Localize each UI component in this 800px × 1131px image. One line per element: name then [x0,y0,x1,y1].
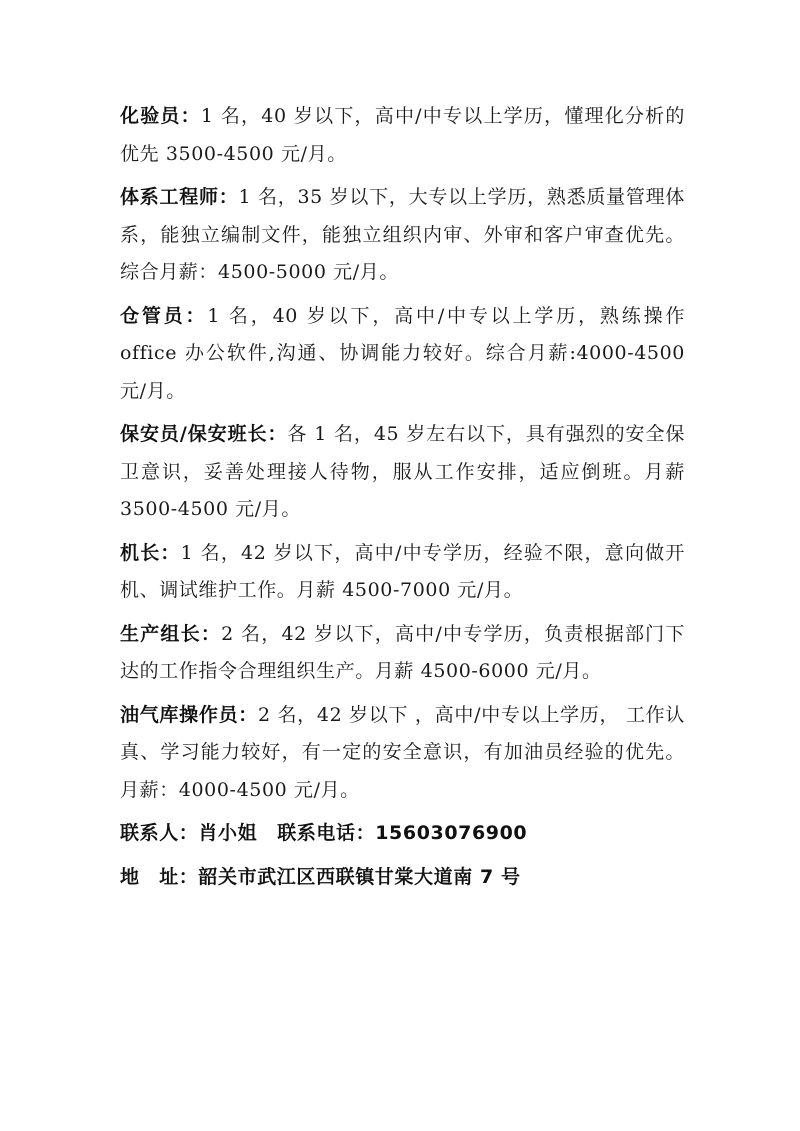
job-title: 保安员/保安班长： [120,423,288,445]
address-value: 韶关市武江区西联镇甘棠大道南 7 号 [198,865,521,888]
job-description: 2 名，42 岁以下，高中/中专学历，负责根据部门下达的工作指令合理组织生产。月薪 4500-6000 元/月。 [120,622,685,682]
job-item-lab-tester [120,98,685,173]
job-item-security-guard [120,416,685,529]
job-description: 1 名，42 岁以下，高中/中专学历，经验不限，意向做开机、调试维护工作。月薪 4500-7000 元/月。 [120,541,685,601]
job-description: 1 名，40 岁以下，高中/中专以上学历，懂理化分析的优先 3500-4500 元/月。 [120,105,685,165]
job-description: 各 1 名，45 岁左右以下，具有强烈的安全保卫意识，妥善处理接人待物，服从工作安排，适应倒班。月薪 3500-4500 元/月。 [120,423,686,520]
job-title: 油气库操作员： [120,703,259,726]
contact-person: 肖小姐 [198,822,258,844]
job-title: 体系工程师： [120,186,239,208]
job-description: 1 名，35 岁以下，大专以上学历，熟悉质量管理体系，能独立编制文件，能独立组织内审、外审和客户审查优先。综合月薪：4500-5000 元/月。 [120,186,685,283]
job-description: 1 名，40 岁以下，高中/中专以上学历，熟练操作office 办公软件,沟通、协调能力较好。综合月薪:4000-4500 元/月。 [120,304,685,402]
job-title: 仓管员： [120,304,208,327]
job-item-machine-operator [120,535,685,610]
address-line [120,859,685,897]
contact-line [120,815,685,853]
job-item-warehouse-keeper [120,298,685,411]
job-item-system-engineer [120,179,685,292]
job-item-oil-depot-operator [120,697,685,810]
job-description: 2 名，42 岁以下 ，高中/中专以上学历， 工作认真、学习能力较好，有一定的安全意识，有加油员经验的优先。月薪：4000-4500 元/月。 [120,703,685,801]
contact-person-label: 联系人： [120,822,199,844]
job-title: 机长： [120,541,181,564]
job-listing-content [120,98,685,902]
job-title: 生产组长： [120,622,222,645]
contact-phone-label: 联系电话： [277,822,376,844]
address-label: 地 址： [120,865,199,888]
job-item-production-leader [120,616,685,691]
job-title: 化验员： [120,105,201,127]
contact-phone: 15603076900 [375,822,528,844]
